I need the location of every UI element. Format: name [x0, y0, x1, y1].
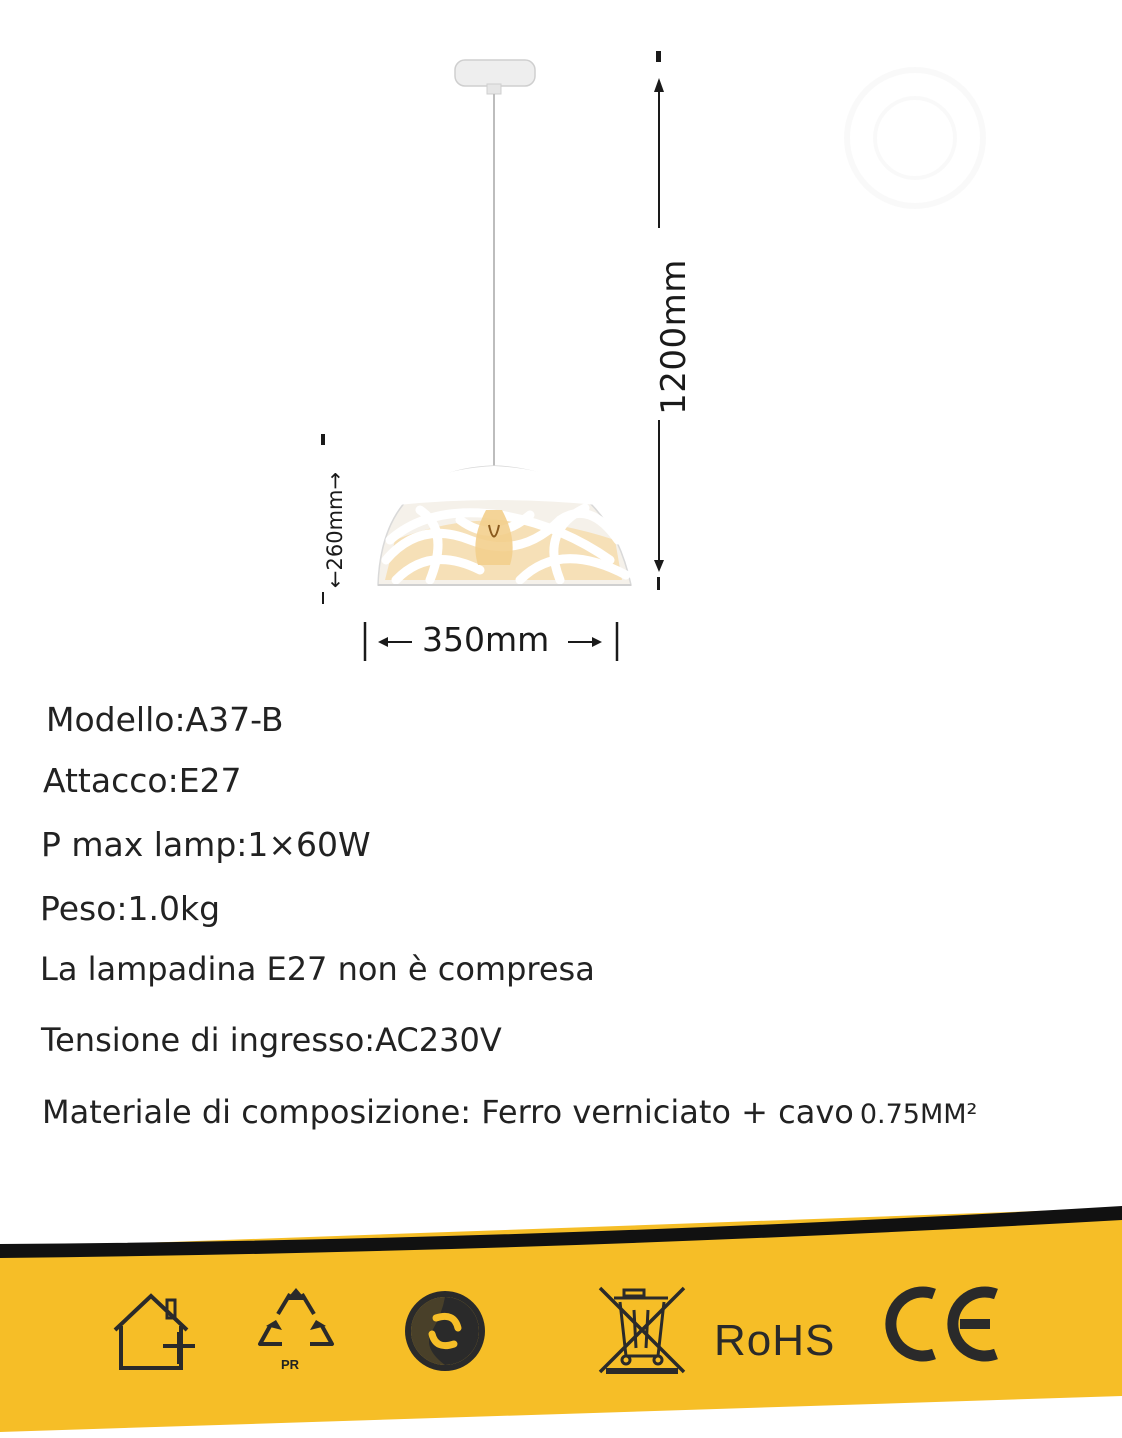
green-dot-icon [402, 1288, 488, 1374]
ce-mark-icon [882, 1284, 1002, 1364]
spec-model: Modello:A37-B [46, 700, 284, 739]
indoor-use-icon [103, 1290, 199, 1370]
spec-socket: Attacco:E27 [43, 761, 242, 800]
width-dimension-text: 350mm [422, 620, 550, 659]
height-dimension-label [634, 259, 714, 415]
shade-height-dimension-text: ←260mm→ [323, 471, 347, 589]
shade-height-dimension-label [300, 471, 370, 589]
pendant-lamp-illustration [0, 0, 1122, 680]
lamp-shade [378, 466, 631, 585]
product-drawing [0, 0, 1122, 680]
spec-material [42, 1093, 978, 1131]
spec-weight: Peso:1.0kg [40, 889, 221, 928]
rohs-mark: RoHS [714, 1316, 836, 1365]
recycle-triangle-icon [256, 1286, 336, 1358]
weee-crossed-bin-icon [596, 1284, 688, 1376]
recycle-code-label: PR [281, 1357, 300, 1372]
spec-bulb-note: La lampadina E27 non è compresa [40, 950, 595, 988]
ceiling-canopy [455, 60, 535, 94]
watermark-emblem [847, 70, 983, 206]
spec-voltage: Tensione di ingresso:AC230V [41, 1021, 502, 1059]
spec-material-text: Materiale di composizione: Ferro verniciato + cavo [42, 1093, 854, 1131]
height-dimension-text: 1200mm [654, 259, 694, 415]
spec-cable-section: 0.75MM² [859, 1099, 978, 1130]
spec-max-power: P max lamp:1×60W [41, 825, 371, 864]
